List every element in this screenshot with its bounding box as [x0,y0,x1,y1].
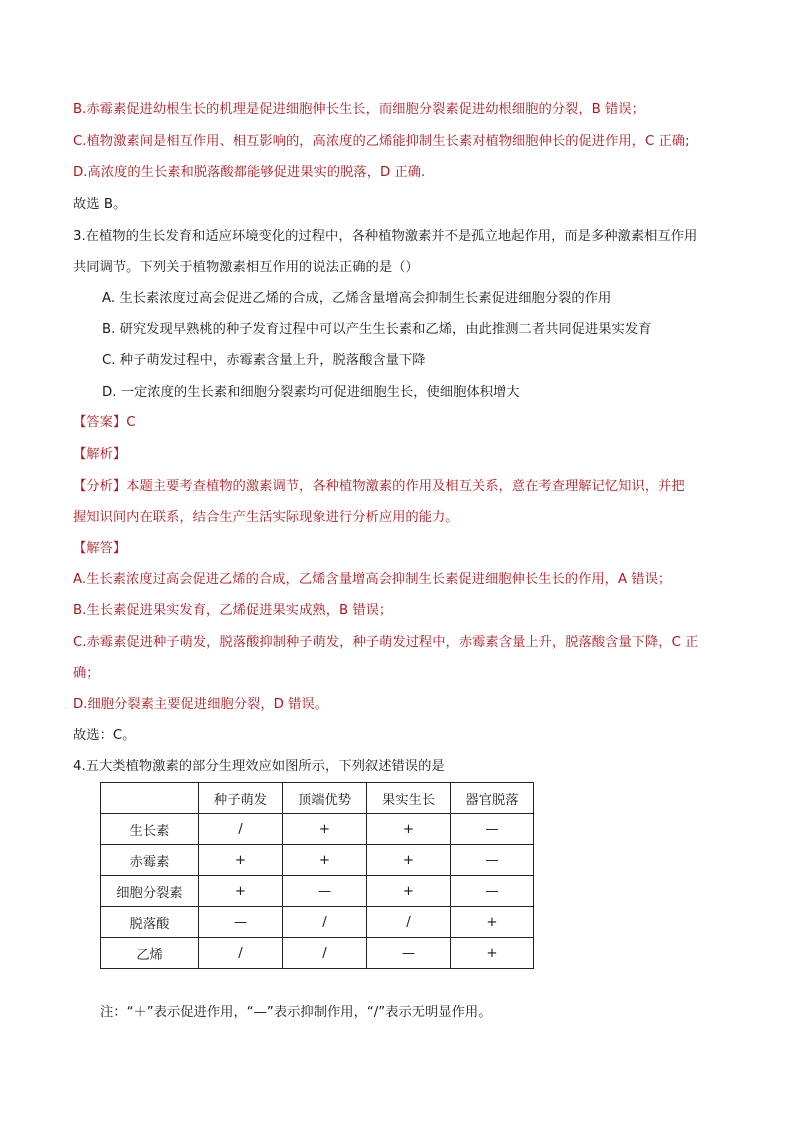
prev-solution-c: C.植物激素间是相互作用、相互影响的，高浓度的乙烯能抑制生长素对植物细胞伸长的促进作用，C 正确; [73,134,690,149]
table-header-row [101,783,534,814]
prev-solution-b: B.赤霉素促进幼根生长的机理是促进细胞伸长生长，而细胞分裂素促进幼根细胞的分裂，B 错误； [73,102,645,117]
solution-b: B.生长素促进果实发育，乙烯促进果实成熟，B 错误； [73,603,393,618]
q3-choose: 故选：C。 [73,728,136,743]
table-cell: — [199,907,283,938]
fenxi-text-1: 本题主要考查植物的激素调节，各种植物激素的作用及相互关系，意在考查理解记忆知识，并把 [126,479,685,494]
q3-stem-line1: 3.在植物的生长发育和适应环境变化的过程中，各种植物激素并不是孤立地起作用，而是多种激素相互作用 [73,229,698,244]
table-row [101,876,534,907]
table-note: 注：“＋”表示促进作用，“—”表示抑制作用，“/”表示无明显作用。 [100,1005,492,1020]
table-cell: + [367,814,451,845]
table-header-cell: 器官脱落 [451,783,534,814]
table-cell: / [199,938,283,969]
table-cell: 生长素 [101,814,199,845]
q3-option-a: A. 生长素浓度过高会促进乙烯的合成，乙烯含量增高会抑制生长素促进细胞分裂的作用 [102,291,612,306]
table-cell: + [199,845,283,876]
answer-line [73,414,135,432]
table-cell: 脱落酸 [101,907,199,938]
table-row [101,938,534,969]
q3-option-c: C. 种子萌发过程中，赤霉素含量上升，脱落酸含量下降 [102,353,426,368]
table-cell: + [451,938,534,969]
solution-c-line2: 确； [73,666,100,681]
q3-stem-line2: 共同调节。下列关于植物激素相互作用的说法正确的是（） [73,260,419,275]
table-header-cell: 顶端优势 [283,783,367,814]
solution-a: A.生长素浓度过高会促进乙烯的合成，乙烯含量增高会抑制生长素促进细胞伸长生长的作用，A 错误； [73,572,672,587]
solution-d: D.细胞分裂素主要促进细胞分裂，D 错误。 [73,697,328,712]
prev-solution-d: D.高浓度的生长素和脱落酸都能够促进果实的脱落，D 正确. [73,165,426,180]
solution-c-line1: C.赤霉素促进种子萌发，脱落酸抑制种子萌发，种子萌发过程中，赤霉素含量上升，脱落酸含量下降，C 正 [73,635,699,650]
table-cell: — [283,876,367,907]
table-cell: 细胞分裂素 [101,876,199,907]
table-cell: — [451,876,534,907]
analysis-tag: 【解析】 [73,447,127,462]
table-cell: / [283,907,367,938]
fenxi-tag: 【分析】 [73,479,127,494]
table-row [101,845,534,876]
table-header-cell: 种子萌发 [199,783,283,814]
table-cell: / [283,938,367,969]
q4-stem: 4.五大类植物激素的部分生理效应如图所示，下列叙述错误的是 [73,759,445,774]
table-cell: / [199,814,283,845]
table-cell: 乙烯 [101,938,199,969]
fenxi-line1 [73,478,685,496]
fenxi-text-2: 握知识间内在联系，结合生产生活实际现象进行分析应用的能力。 [73,510,459,525]
table-row [101,907,534,938]
table-cell: + [283,814,367,845]
table-cell: — [451,814,534,845]
table-cell: — [451,845,534,876]
table-cell: + [283,845,367,876]
table-cell: 赤霉素 [101,845,199,876]
table-header-cell: 果实生长 [367,783,451,814]
q3-option-b: B. 研究发现早熟桃的种子发育过程中可以产生生长素和乙烯，由此推测二者共同促进果实发育 [102,322,652,337]
table-cell: — [367,938,451,969]
q3-option-d: D. 一定浓度的生长素和细胞分裂素均可促进细胞生长，使细胞体积增大 [102,385,520,400]
answer-value: C [126,415,136,430]
table-cell: + [199,876,283,907]
table-header-cell [101,783,199,814]
answer-tag: 【答案】 [73,415,127,430]
table-cell: / [367,907,451,938]
table-cell: + [451,907,534,938]
table-cell: + [367,845,451,876]
jieda-tag: 【解答】 [73,541,127,556]
hormone-effects-table [100,782,534,969]
prev-choose: 故选 B。 [73,197,127,212]
table-cell: + [367,876,451,907]
table-row [101,814,534,845]
